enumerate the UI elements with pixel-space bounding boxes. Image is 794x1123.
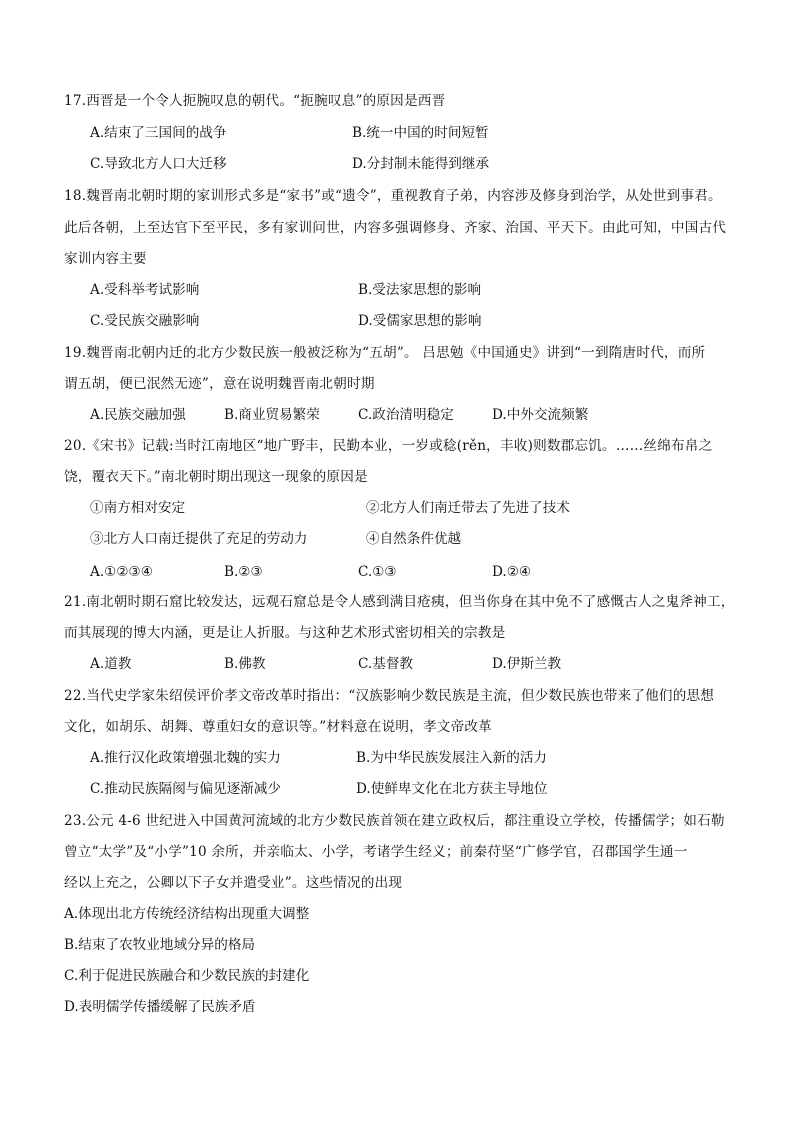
- question-20-item-3: ③北方人口南迁提供了充足的劳动力: [90, 531, 308, 547]
- question-22-option-b: B.为中华民族发展注入新的活力: [356, 750, 548, 766]
- question-21-stem-line-2: 而其展现的博大内涵，更是让人折服。与这种艺术形式密切相关的宗教是: [64, 625, 506, 641]
- question-21-option-a: A.道教: [90, 656, 132, 672]
- question-22-option-d: D.使鲜卑文化在北方获主导地位: [356, 781, 548, 797]
- question-22-stem-line-1: 22.当代史学家朱绍侯评价孝文帝改革时指出：“汉族影响少数民族是主流，但少数民族也带来了他们的思想: [64, 688, 715, 704]
- question-18-option-b: B.受法家思想的影响: [358, 282, 482, 298]
- question-20-option-a: A.①②③④: [90, 564, 153, 580]
- question-18-stem-line-2: 此后各朝，上至达官下至平民，多有家训问世，内容多强调修身、齐家、治国、平天下。由此可知，中国古代: [64, 220, 727, 236]
- question-21-stem-line-1: 21.南北朝时期石窟比较发达，远观石窟总是令人感到满目疮痍，但当你身在其中免不了感慨古人之鬼斧神工，: [64, 594, 735, 610]
- question-23-option-a: A.体现出北方传统经济结构出现重大调整: [64, 906, 310, 922]
- question-22-option-c: C.推动民族隔阂与偏见逐渐减少: [90, 781, 281, 797]
- question-20-stem-line-1: 20.《宋书》记载:当时江南地区“地广野丰，民勤本业，一岁或稔(rěn，丰收)则数郡忘饥。……丝绵布帛之: [64, 438, 713, 454]
- question-23-stem-line-3: 经以上充之，公卿以下子女并遣受业”。这些情况的出现: [64, 875, 403, 891]
- question-22-option-a: A.推行汉化政策增强北魏的实力: [90, 750, 281, 766]
- question-23-option-b: B.结束了农牧业地域分异的格局: [64, 937, 256, 953]
- question-18-stem-line-1: 18.魏晋南北朝时期的家训形式多是“家书”或“遗令”，重视教育子弟，内容涉及修身到治学，从处世到事君。: [64, 188, 722, 204]
- question-19-option-c: C.政治清明稳定: [358, 407, 454, 423]
- question-21-option-d: D.伊斯兰教: [492, 656, 562, 672]
- question-19-option-a: A.民族交融加强: [90, 407, 186, 423]
- question-20-option-d: D.②④: [492, 564, 532, 580]
- question-20-option-c: C.①③: [358, 564, 397, 580]
- question-21-option-b: B.佛教: [224, 656, 266, 672]
- question-20-option-b: B.②③: [224, 564, 263, 580]
- question-17-option-d: D.分封制未能得到继承: [352, 156, 490, 172]
- question-19-stem-line-1: 19.魏晋南北朝内迁的北方少数民族一般被泛称为“五胡”。 吕思勉《中国通史》讲到“一到隋唐时代，而所: [64, 345, 706, 361]
- question-20-stem-line-2: 饶，覆衣天下。”南北朝时期出现这一现象的原因是: [64, 469, 368, 485]
- question-17-stem: 17.西晋是一个令人扼腕叹息的朝代。“扼腕叹息”的原因是西晋: [64, 93, 446, 109]
- question-17-option-c: C.导致北方人口大迁移: [90, 156, 227, 172]
- question-23-option-c: C.利于促进民族融合和少数民族的封建化: [64, 968, 310, 984]
- question-17-option-a: A.结束了三国间的战争: [90, 125, 227, 141]
- question-23-stem-line-2: 曾立“太学”及“小学”10 余所，并亲临太、小学，考诸学生经义；前秦苻坚“广修学官，召郡国学生通一: [64, 844, 688, 860]
- question-22-stem-line-2: 文化，如胡乐、胡舞、尊重妇女的意识等。”材料意在说明，孝文帝改革: [64, 719, 492, 735]
- question-17-option-b: B.统一中国的时间短暂: [352, 125, 489, 141]
- question-18-option-a: A.受科举考试影响: [90, 282, 200, 298]
- question-18-option-c: C.受民族交融影响: [90, 313, 200, 329]
- question-20-item-4: ④自然条件优越: [366, 531, 462, 547]
- question-20-item-2: ②北方人们南迁带去了先进了技术: [366, 500, 570, 516]
- question-19-stem-line-2: 谓五胡，便已泯然无迹”，意在说明魏晋南北朝时期: [64, 376, 375, 392]
- question-19-option-b: B.商业贸易繁荣: [224, 407, 320, 423]
- question-18-stem-line-3: 家训内容主要: [64, 251, 147, 267]
- question-23-stem-line-1: 23.公元 4-6 世纪进入中国黄河流域的北方少数民族首领在建立政权后，都注重设立学校，传播儒学；如石勒: [64, 813, 725, 829]
- question-18-option-d: D.受儒家思想的影响: [358, 313, 482, 329]
- question-21-option-c: C.基督教: [358, 656, 414, 672]
- question-23-option-d: D.表明儒学传播缓解了民族矛盾: [64, 999, 256, 1015]
- question-19-option-d: D.中外交流频繁: [492, 407, 589, 423]
- question-20-item-1: ①南方相对安定: [90, 500, 186, 516]
